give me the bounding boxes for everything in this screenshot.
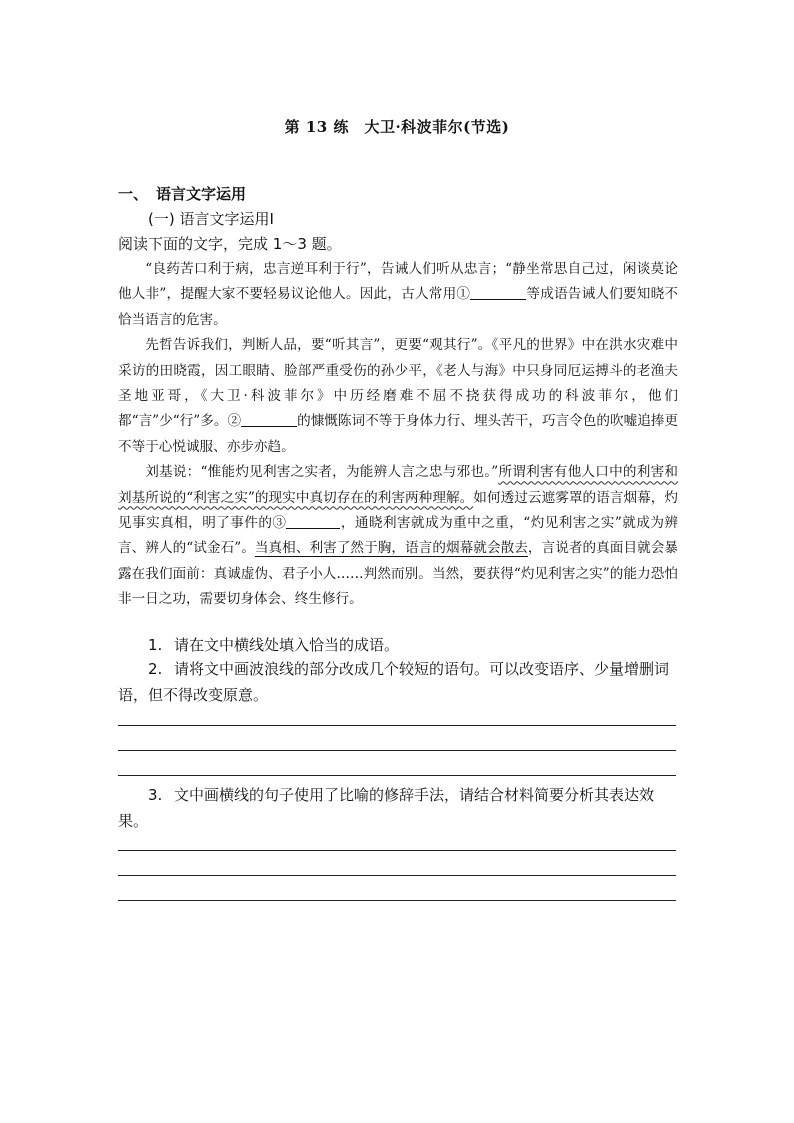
- question-3: [118, 782, 678, 834]
- section-number: 一、: [118, 185, 149, 203]
- passage-paragraph-1: [118, 257, 678, 333]
- answer-blank-2[interactable]: [241, 411, 297, 427]
- question-text: 请将文中画波浪线的部分改成几个较短的语句。可以改变语序、少量增删词语，但不得改变原意。: [118, 660, 670, 704]
- answer-line[interactable]: [118, 775, 676, 776]
- section-heading: [118, 183, 678, 204]
- passage-text: 刘基说：“惟能灼见利害之实者，为能辨人言之忠与邪也。”: [145, 464, 499, 481]
- wavy-underlined-sentence: 所谓利害有他人口中的利害和刘基所说的“利害之实”的现实中真切存在的利害两种理解。: [118, 464, 678, 506]
- passage-paragraph-2: [118, 333, 678, 460]
- question-text: 文中画横线的句子使用了比喻的修辞手法，请结合材料简要分析其表达效果。: [118, 786, 655, 830]
- question-text: 请在文中横线处填入恰当的成语。: [174, 636, 400, 654]
- passage-text: 的慷慨陈词不等于身体力行、埋头苦干，巧言令色的吹嘘追捧更不等于心悦诚服、亦步亦趋。: [118, 413, 678, 455]
- passage-text: 先哲告诉我们，判断人品，要“听其言”，更要“观其行”。《平凡的世界》中在洪水灾难中采访的田晓霞，因工眼睛、脸部严重受伤的孙少平，《老人与海》中只身同厄运搏斗的老渔夫圣地亚哥，《大卫·科波菲尔》中历经磨难不屈不挠获得成功的科波菲尔，他们都“言”少“行”多。②: [118, 337, 678, 430]
- passage-paragraph-3: [118, 460, 678, 612]
- passage-text: ，通晓利害就成为重中之重，“灼见利害之实”就成为辨言、辨人的“试金石”。: [118, 515, 678, 557]
- underlined-sentence: 当真相、利害了然于胸，语言的烟幕就会散去: [254, 540, 528, 557]
- passage-text: ，言说者的真面目就会暴露在我们面前：真诚虚伪、君子小人……判然而别。当然，要获得“灼见利害之实”的能力恐怕非一日之功，需要切身体会、终生修行。: [118, 540, 679, 608]
- reading-instruction: 阅读下面的文字，完成 1～3 题。: [118, 235, 342, 253]
- page-title: 第 13 练 大卫·科波菲尔(节选): [284, 118, 510, 136]
- section-label: 语言文字运用: [156, 185, 247, 203]
- answer-line[interactable]: [118, 750, 676, 751]
- subsection-heading: (一) 语言文字运用Ⅰ: [148, 210, 274, 228]
- passage-text: 等成语告诫人们要知晓不恰当语言的危害。: [118, 286, 678, 328]
- question-number: 1.: [148, 636, 163, 654]
- answer-line[interactable]: [118, 725, 676, 726]
- answer-line[interactable]: [118, 875, 676, 876]
- answer-blank-3[interactable]: [286, 513, 340, 529]
- passage-text: 如何透过云遮雾罩的语言烟幕，灼见事实真相，明了事件的③: [118, 489, 679, 532]
- question-number: 3.: [148, 786, 163, 804]
- reading-passage: [118, 257, 678, 613]
- question-2: [118, 656, 678, 708]
- answer-blank-1[interactable]: [470, 284, 526, 300]
- question-number: 2.: [148, 660, 163, 678]
- question-1: [118, 632, 678, 658]
- passage-text: “良药苦口利于病，忠言逆耳利于行”，告诫人们听从忠言；“静坐常思自己过，闲谈莫论他人非”，提醒大家不要轻易议论他人。因此，古人常用①: [118, 261, 678, 303]
- answer-line[interactable]: [118, 900, 676, 901]
- answer-line[interactable]: [118, 850, 676, 851]
